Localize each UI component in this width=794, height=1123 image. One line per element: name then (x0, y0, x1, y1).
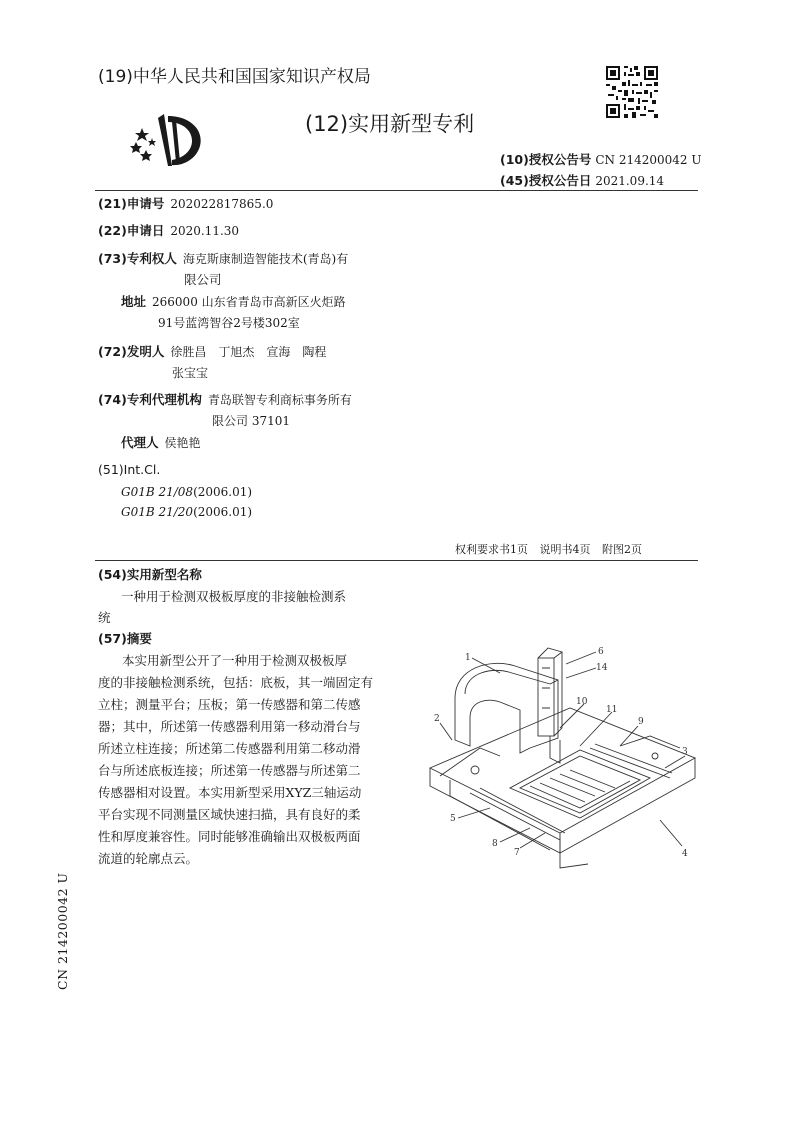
address-row (121, 291, 346, 313)
pub-date-label: (45)授权公告日 (500, 173, 592, 188)
inventors-cont: 张宝宝 (172, 366, 209, 380)
qr-code-icon (606, 66, 658, 118)
ipc-entry (121, 481, 252, 503)
patentee-cont: 限公司 (184, 272, 222, 287)
pub-number-label: (10)授权公告号 (500, 152, 592, 167)
part-label: 6 (598, 647, 604, 657)
application-number-row (98, 193, 273, 215)
agency-label: (74)专利代理机构 (98, 392, 202, 407)
pub-number-row (500, 150, 701, 168)
abstract-line: 所述立柱连接；所述第二传感器利用第二移动滑 (98, 741, 361, 756)
part-label: 7 (514, 848, 520, 858)
intcl-label: (51)Int.Cl. (98, 462, 161, 477)
inventors: 徐胜昌 丁旭杰 宣海 陶程 (170, 345, 327, 359)
office-name: (19)中华人民共和国国家知识产权局 (98, 67, 371, 87)
part-label: 8 (492, 839, 498, 849)
abstract-line: 立柱；测量平台；压板；第一传感器和第二传感 (98, 697, 361, 712)
inventors-row (98, 341, 326, 363)
agent-row (121, 432, 201, 454)
part-label: 10 (576, 697, 588, 707)
ipc-version: (2006.01) (193, 505, 253, 519)
abstract-line: 台与所述底板连接；所述第一传感器与所述第二 (98, 763, 361, 778)
patentee-label: (73)专利权人 (98, 251, 177, 266)
document-type: (12)实用新型专利 (305, 112, 475, 136)
part-label: 11 (606, 705, 618, 715)
section-rule (95, 560, 698, 561)
utility-model-title: 一种用于检测双极板厚度的非接触检测系 (121, 589, 347, 604)
agent: 侯艳艳 (164, 436, 201, 450)
side-publication-number: CN 214200042 U (55, 872, 70, 990)
header-rule (95, 190, 698, 191)
part-label: 1 (465, 653, 471, 663)
address-label: 地址 (121, 294, 147, 309)
filing-date: 2020.11.30 (170, 224, 240, 238)
agent-label: 代理人 (121, 435, 159, 450)
patentee-row (98, 248, 348, 270)
pub-date: 2021.09.14 (595, 174, 665, 188)
pub-number: CN 214200042 U (595, 153, 702, 167)
device-drawing (410, 628, 702, 880)
utility-model-title-cont: 统 (98, 610, 111, 625)
abstract-line: 平台实现不同测量区域快速扫描，具有良好的柔 (98, 807, 361, 822)
pub-date-row (500, 171, 664, 189)
patentee-name: 海克斯康制造智能技术(青岛)有 (182, 252, 349, 266)
abstract-line: 器；其中，所述第一传感器利用第一移动滑台与 (98, 719, 361, 734)
abstract-line: 流道的轮廓点云。 (98, 851, 199, 866)
part-label: 14 (596, 663, 608, 673)
filing-date-row (98, 220, 239, 242)
address-cont: 91号蓝湾智谷2号楼302室 (158, 316, 300, 330)
inventors-label: (72)发明人 (98, 344, 165, 359)
abstract-line: 度的非接触检测系统，包括：底板，其一端固定有 (98, 675, 374, 690)
part-label: 5 (450, 814, 456, 824)
part-label: 9 (638, 717, 644, 727)
filing-date-label: (22)申请日 (98, 223, 165, 238)
ipc-entry (121, 501, 252, 523)
agency-cont: 限公司 37101 (212, 414, 290, 428)
ipc-version: (2006.01) (193, 485, 253, 499)
ipc-code: G01B 21/08 (121, 485, 194, 499)
title-label: (54)实用新型名称 (98, 567, 202, 582)
abstract-line: 传感器相对设置。本实用新型采用XYZ三轴运动 (98, 785, 362, 800)
agency-row (98, 389, 352, 411)
app-no: 202022817865.0 (170, 197, 274, 211)
abstract-body (98, 650, 403, 870)
cnipa-logo (128, 108, 210, 170)
part-label: 3 (682, 747, 688, 757)
part-label: 2 (434, 714, 440, 724)
address: 266000 山东省青岛市高新区火炬路 (152, 295, 346, 309)
agency: 青岛联智专利商标事务所有 (207, 393, 352, 407)
part-label: 4 (682, 849, 688, 859)
app-no-label: (21)申请号 (98, 196, 165, 211)
page-counts: 权利要求书1页 说明书4页 附图2页 (455, 543, 642, 556)
ipc-code: G01B 21/20 (121, 505, 194, 519)
abstract-line: 本实用新型公开了一种用于检测双极板厚 (122, 653, 348, 668)
abstract-label: (57)摘要 (98, 631, 152, 646)
abstract-line: 性和厚度兼容性。同时能够准确输出双极板两面 (98, 829, 361, 844)
